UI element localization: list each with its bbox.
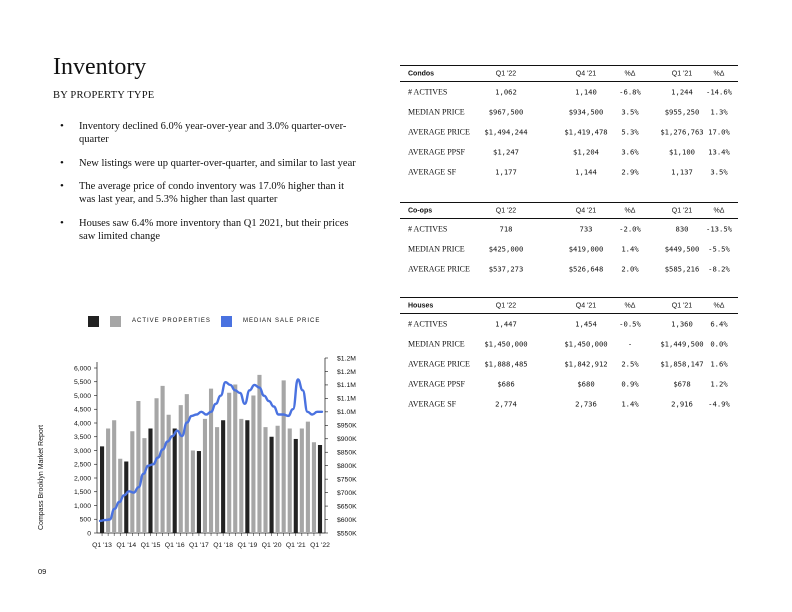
cell: -13.5% <box>706 224 732 234</box>
bar-active-properties <box>118 459 122 533</box>
cell: 2,774 <box>495 399 517 409</box>
x-tick-label: Q1 '17 <box>189 542 209 549</box>
cell: $1,858,147 <box>660 359 704 369</box>
bar-active-properties <box>312 442 316 533</box>
right-tick-label: $800K <box>337 462 357 470</box>
cell: 3.6% <box>621 147 639 157</box>
bar-active-properties <box>270 437 274 533</box>
bar-active-properties <box>136 401 140 533</box>
column-header: %Δ <box>713 207 725 214</box>
bar-active-properties <box>197 451 201 533</box>
left-tick-label: 5,000 <box>73 392 91 400</box>
left-tick-label: 5,500 <box>73 379 91 387</box>
cell: 718 <box>499 224 513 234</box>
cell: 1,360 <box>671 319 693 329</box>
column-header: Q1 '21 <box>671 302 693 309</box>
column-header: %Δ <box>713 302 725 309</box>
bar-active-properties <box>288 429 292 534</box>
x-tick-label: Q1 '20 <box>261 542 282 549</box>
bar-active-properties <box>154 398 158 533</box>
column-header: Q4 '21 <box>575 207 597 214</box>
cell: $537,273 <box>488 264 524 274</box>
cell: $1,419,478 <box>564 127 608 137</box>
column-header: %Δ <box>713 70 725 77</box>
column-header: Q1 '22 <box>495 207 517 214</box>
cell: 0.9% <box>621 379 639 389</box>
right-tick-label: $700K <box>337 489 357 497</box>
cell: -0.5% <box>619 319 641 329</box>
column-header: %Δ <box>624 302 636 309</box>
left-tick-label: 3,000 <box>73 447 91 455</box>
page-subtitle: BY PROPERTY TYPE <box>53 90 155 101</box>
row-label: AVERAGE SF <box>408 399 457 409</box>
cell: $934,500 <box>568 107 604 117</box>
bar-active-properties <box>282 380 286 533</box>
table-name: Co-ops <box>408 207 433 214</box>
cell: 1,244 <box>671 87 693 97</box>
left-tick-label: 4,000 <box>73 420 91 428</box>
right-tick-label: $1.2M <box>337 368 356 376</box>
cell: 13.4% <box>708 147 730 157</box>
cell: $1,247 <box>493 147 519 157</box>
row-label: # ACTIVES <box>408 224 448 234</box>
right-tick-label: $950K <box>337 422 357 430</box>
cell: 3.5% <box>621 107 639 117</box>
cell: 2.5% <box>621 359 639 369</box>
cell: 2,916 <box>671 399 693 409</box>
cell: 1.2% <box>710 379 728 389</box>
bar-active-properties <box>251 396 255 534</box>
row-label: MEDIAN PRICE <box>408 107 465 117</box>
cell: 1,144 <box>575 167 597 177</box>
cell: $680 <box>577 379 595 389</box>
bar-active-properties <box>179 405 183 533</box>
row-label: # ACTIVES <box>408 319 448 329</box>
cell: 830 <box>675 224 689 234</box>
cell: $1,450,000 <box>564 339 608 349</box>
cell: 1,140 <box>575 87 597 97</box>
right-tick-label: $1.2M <box>337 355 356 363</box>
cell: $1,276,763 <box>660 127 704 137</box>
left-tick-label: 6,000 <box>73 365 91 373</box>
x-tick-label: Q1 '14 <box>116 542 137 549</box>
cell: -5.5% <box>708 244 730 254</box>
bullet-item: • The average price of condo inventory was 17.0% higher than it was last year, and 5.3% higher than last quarter <box>60 180 360 206</box>
bar-active-properties <box>185 394 189 533</box>
x-tick-label: Q1 '22 <box>310 542 330 549</box>
column-header: Q1 '22 <box>495 302 517 309</box>
legend-label-median: MEDIAN SALE PRICE <box>243 318 321 324</box>
bar-active-properties <box>203 419 207 533</box>
row-label: AVERAGE PPSF <box>408 379 465 389</box>
cell: -2.0% <box>619 224 641 234</box>
cell: $1,494,244 <box>484 127 528 137</box>
bar-active-properties <box>300 429 304 534</box>
column-header: Q1 '21 <box>671 207 693 214</box>
bar-active-properties <box>221 420 225 533</box>
cell: 1.3% <box>710 107 728 117</box>
bar-active-properties <box>306 422 310 533</box>
cell: $1,842,912 <box>564 359 608 369</box>
bar-active-properties <box>191 451 195 534</box>
right-tick-label: $750K <box>337 476 357 484</box>
column-header: Q4 '21 <box>575 70 597 77</box>
right-tick-label: $850K <box>337 449 357 457</box>
bar-active-properties <box>142 438 146 533</box>
cell: -4.9% <box>708 399 730 409</box>
cell: $678 <box>673 379 691 389</box>
cell: 5.3% <box>621 127 639 137</box>
cell: 1.4% <box>621 244 639 254</box>
report-side-label: Compass Brooklyn Market Report <box>38 424 45 530</box>
cell: -8.2% <box>708 264 730 274</box>
cell: 1.4% <box>621 399 639 409</box>
cell: 1,177 <box>495 167 517 177</box>
cell: 733 <box>579 224 593 234</box>
legend-label-active: ACTIVE PROPERTIES <box>132 318 211 324</box>
cell: $585,216 <box>664 264 700 274</box>
right-tick-label: $1.1M <box>337 395 356 403</box>
cell: 2.0% <box>621 264 639 274</box>
bar-active-properties <box>239 419 243 533</box>
page-number: 09 <box>38 567 47 576</box>
cell: -14.6% <box>706 87 732 97</box>
left-tick-label: 2,500 <box>73 461 91 469</box>
cell: 3.5% <box>710 167 728 177</box>
x-tick-label: Q1 '15 <box>140 542 161 549</box>
cell: $955,250 <box>664 107 700 117</box>
x-tick-label: Q1 '19 <box>237 542 258 549</box>
cell: 1,062 <box>495 87 517 97</box>
left-tick-label: 2,000 <box>73 475 91 483</box>
cell: 1,454 <box>575 319 597 329</box>
row-label: AVERAGE PPSF <box>408 147 465 157</box>
row-label: AVERAGE PRICE <box>408 264 470 274</box>
row-label: AVERAGE SF <box>408 167 457 177</box>
cell: $1,204 <box>573 147 599 157</box>
left-tick-label: 1,500 <box>73 489 91 497</box>
bullet-item: • New listings were up quarter-over-quarter, and similar to last year <box>60 157 360 170</box>
cell: $967,500 <box>488 107 524 117</box>
left-tick-label: 4,500 <box>73 406 91 414</box>
bar-active-properties <box>245 420 249 533</box>
cell: 1,137 <box>671 167 693 177</box>
left-tick-label: 1,000 <box>73 502 91 510</box>
table-name: Condos <box>408 70 435 77</box>
cell: $425,000 <box>488 244 524 254</box>
bar-active-properties <box>161 386 165 533</box>
column-header: Q1 '21 <box>671 70 693 77</box>
column-header: %Δ <box>624 70 636 77</box>
cell: $1,888,485 <box>484 359 528 369</box>
x-tick-label: Q1 '13 <box>92 542 112 549</box>
cell: 6.4% <box>710 319 728 329</box>
bar-active-properties <box>233 385 237 534</box>
bar-active-properties <box>148 429 152 534</box>
cell: $419,000 <box>568 244 604 254</box>
cell: 17.0% <box>708 127 730 137</box>
bar-active-properties <box>130 431 134 533</box>
bar-active-properties <box>263 427 267 533</box>
row-label: AVERAGE PRICE <box>408 127 470 137</box>
cell: 2,736 <box>575 399 597 409</box>
bar-active-properties <box>294 439 298 533</box>
cell: - <box>627 339 633 349</box>
cell: 1,447 <box>495 319 517 329</box>
bar-active-properties <box>215 427 219 533</box>
left-tick-label: 3,500 <box>73 434 91 442</box>
bar-active-properties <box>106 429 110 534</box>
bar-active-properties <box>173 429 177 534</box>
cell: 1.6% <box>710 359 728 369</box>
column-header: Q4 '21 <box>575 302 597 309</box>
x-tick-label: Q1 '21 <box>285 542 306 549</box>
cell: $1,450,000 <box>484 339 528 349</box>
right-tick-label: $900K <box>337 436 357 444</box>
table-name: Houses <box>408 302 434 309</box>
bar-active-properties <box>276 426 280 533</box>
bullet-item: • Inventory declined 6.0% year-over-year and 3.0% quarter-over-quarter <box>60 120 360 146</box>
right-tick-label: $550K <box>337 530 357 538</box>
page-title: Inventory <box>53 54 147 80</box>
bar-active-properties <box>227 393 231 533</box>
bar-active-properties <box>167 415 171 533</box>
cell: $686 <box>497 379 515 389</box>
cell: $1,449,500 <box>660 339 704 349</box>
right-tick-label: $600K <box>337 516 357 524</box>
right-tick-label: $1.0M <box>337 409 356 417</box>
x-tick-label: Q1 '16 <box>164 542 185 549</box>
row-label: AVERAGE PRICE <box>408 359 470 369</box>
left-tick-label: 0 <box>87 530 91 538</box>
column-header: Q1 '22 <box>495 70 517 77</box>
cell: -6.8% <box>619 87 641 97</box>
bar-active-properties <box>124 462 128 534</box>
cell: $526,648 <box>568 264 604 274</box>
cell: $449,500 <box>664 244 700 254</box>
bar-active-properties <box>318 445 322 533</box>
right-tick-label: $650K <box>337 503 357 511</box>
row-label: # ACTIVES <box>408 87 448 97</box>
cell: $1,100 <box>669 147 695 157</box>
bullet-item: • Houses saw 6.4% more inventory than Q1 2021, but their prices saw limited change <box>60 217 360 243</box>
cell: 2.9% <box>621 167 639 177</box>
right-tick-label: $1.1M <box>337 382 356 390</box>
row-label: MEDIAN PRICE <box>408 244 465 254</box>
bar-active-properties <box>257 375 261 533</box>
cell: 0.0% <box>710 339 728 349</box>
row-label: MEDIAN PRICE <box>408 339 465 349</box>
column-header: %Δ <box>624 207 636 214</box>
x-tick-label: Q1 '18 <box>213 542 234 549</box>
left-tick-label: 500 <box>79 516 91 524</box>
